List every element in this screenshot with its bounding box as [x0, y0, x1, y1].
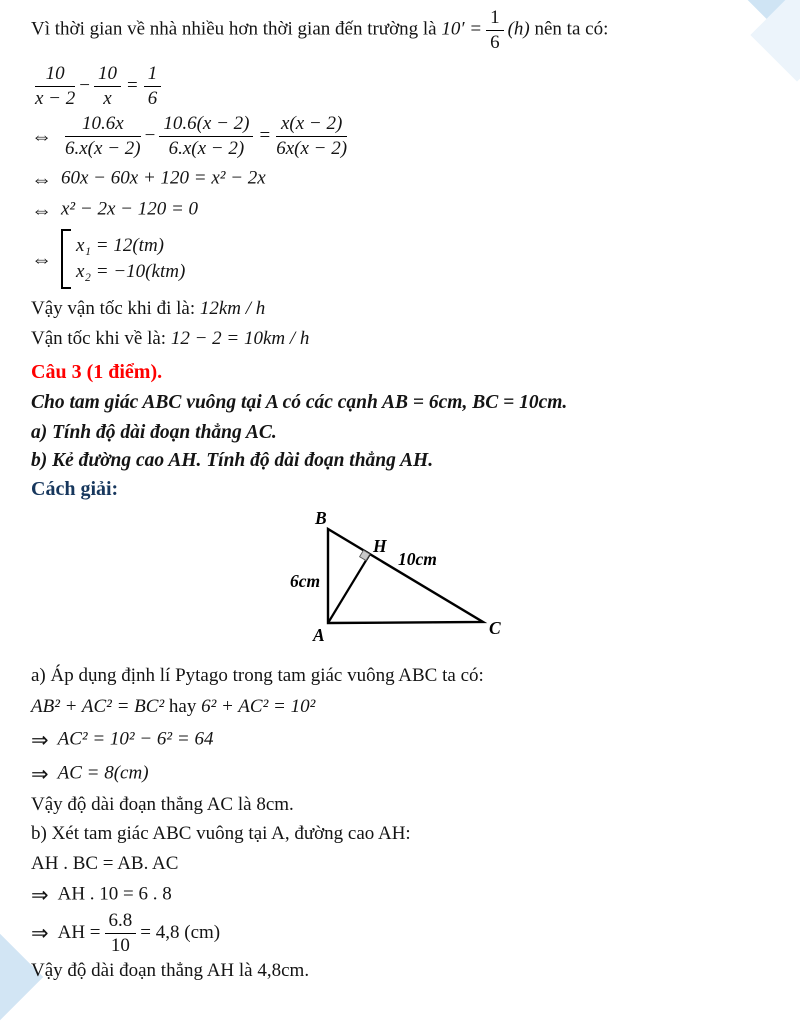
- speed-go-value: 12km / h: [199, 297, 266, 319]
- right-angle-icon: [360, 550, 370, 560]
- ac-squared-arrow: ⇒: [31, 727, 49, 752]
- ah-10-arrow: ⇒: [31, 882, 49, 907]
- equation-quadratic: [31, 197, 774, 223]
- equation-expand: [31, 166, 774, 192]
- eq1-frac3: $\frac{1}{6}$: [144, 63, 162, 109]
- pytago-eq-word: hay: [168, 696, 197, 717]
- intro-math-unit: (h): [507, 18, 530, 40]
- eq4-body: x² − 2x − 120 = 0: [61, 198, 199, 220]
- side-label-ab: 6cm: [290, 571, 321, 592]
- ac-squared-body: AC² = 10² − 6² = 64: [57, 728, 214, 750]
- ah-bc-equation: AH . BC = AB. AC: [31, 852, 179, 874]
- pytago-eq-numeric: 6² + AC² = 10²: [201, 696, 316, 717]
- eq3-body: 60x − 60x + 120 = x² − 2x: [61, 167, 266, 189]
- ac-conclusion: Vậy độ dài đoạn thẳng AC là 8cm.: [31, 794, 294, 816]
- eq4-arrow: ⇔: [31, 197, 52, 222]
- intro-fraction: $\frac{1}{6}$: [486, 7, 504, 53]
- vertex-label-c: C: [489, 618, 501, 639]
- speed-return-value: 12 − 2 = 10km / h: [170, 328, 310, 350]
- eq2-equals: =: [259, 124, 271, 146]
- eq2-frac2: $\frac{10.6(x - 2)}{6.x(x - 2)}$: [159, 113, 253, 159]
- altitude-ah-line: [328, 554, 370, 623]
- eq1-frac1: $\frac{10}{x - 2}$: [35, 62, 76, 109]
- eq1-frac2: $\frac{10}{x}$: [94, 63, 121, 109]
- intro-math-lhs: 10′ =: [441, 18, 483, 40]
- ac-value-equation: [31, 761, 774, 787]
- cases-bracket: [61, 229, 185, 289]
- pytago-equation: [31, 695, 774, 719]
- side-label-bc: 10cm: [398, 549, 437, 570]
- case-x2: x₂ = −10(ktm): [76, 260, 186, 282]
- eq1-minus: −: [79, 74, 90, 96]
- vertex-label-h: H: [373, 536, 387, 557]
- pytago-eq-general: AB² + AC² = BC²: [31, 696, 165, 717]
- part-b-intro: b) Xét tam giác ABC vuông tại A, đường cao AH:: [31, 823, 411, 844]
- triangle-outline: [328, 529, 483, 623]
- eq2-minus: −: [144, 124, 156, 146]
- part-a-label: a) Tính độ dài đoạn thẳng AC.: [31, 421, 277, 443]
- ac-value-body: AC = 8(cm): [57, 762, 149, 784]
- equation-fractions-1: [31, 63, 774, 109]
- triangle-figure: [285, 504, 520, 656]
- question-3-heading: Câu 3 (1 điểm).: [31, 361, 163, 384]
- ah-value-lhs: AH =: [57, 921, 101, 943]
- ah-10-body: AH . 10 = 6 . 8: [57, 882, 172, 904]
- speed-go-label: Vậy vận tốc khi đi là:: [31, 297, 196, 319]
- ah-value-equation: [31, 910, 774, 956]
- ac-value-arrow: ⇒: [31, 762, 49, 786]
- solution-cases: [31, 229, 774, 289]
- eq2-arrow: ⇔: [31, 123, 52, 148]
- vertex-label-b: B: [315, 508, 327, 529]
- solution-heading: Cách giải:: [31, 478, 119, 501]
- eq2-frac3: $\frac{x(x - 2)}{6x(x - 2)}$: [276, 112, 348, 159]
- eq1-equals: =: [126, 74, 138, 96]
- problem-statement: Cho tam giác ABC vuông tại A có các cạnh AB = 6cm, BC = 10cm.: [31, 392, 568, 414]
- ah-conclusion: Vậy độ dài đoạn thẳng AH là 4,8cm.: [31, 959, 310, 981]
- eq2-frac1: $\frac{10.6x}{6.x(x - 2)}$: [65, 112, 141, 159]
- speed-return-conclusion: [31, 327, 774, 351]
- ah-10-equation: [31, 882, 774, 908]
- triangle-svg: [285, 504, 520, 656]
- intro-prefix: Vì thời gian về nhà nhiều hơn thời gian đến trường là: [31, 18, 437, 40]
- intro-line: [31, 7, 774, 53]
- case-x1: x₁ = 12(tm): [76, 235, 165, 257]
- ah-value-rhs: = 4,8 (cm): [140, 921, 221, 943]
- pytago-intro: a) Áp dụng định lí Pytago trong tam giác vuông ABC ta có:: [31, 665, 484, 687]
- cases-arrow: ⇔: [31, 246, 52, 271]
- ac-squared-equation: [31, 727, 774, 753]
- part-b-label: b) Kẻ đường cao AH. Tính độ dài đoạn thẳng AH.: [31, 449, 434, 471]
- vertex-label-a: A: [313, 625, 325, 646]
- speed-return-label: Vận tốc khi về là:: [31, 328, 167, 350]
- speed-go-conclusion: [31, 297, 774, 321]
- equation-fractions-2: [31, 113, 774, 159]
- eq3-arrow: ⇔: [31, 166, 52, 191]
- ah-value-fraction: $\frac{6.8}{10}$: [105, 910, 137, 956]
- ah-value-arrow: ⇒: [31, 920, 49, 945]
- intro-suffix: nên ta có:: [534, 18, 609, 40]
